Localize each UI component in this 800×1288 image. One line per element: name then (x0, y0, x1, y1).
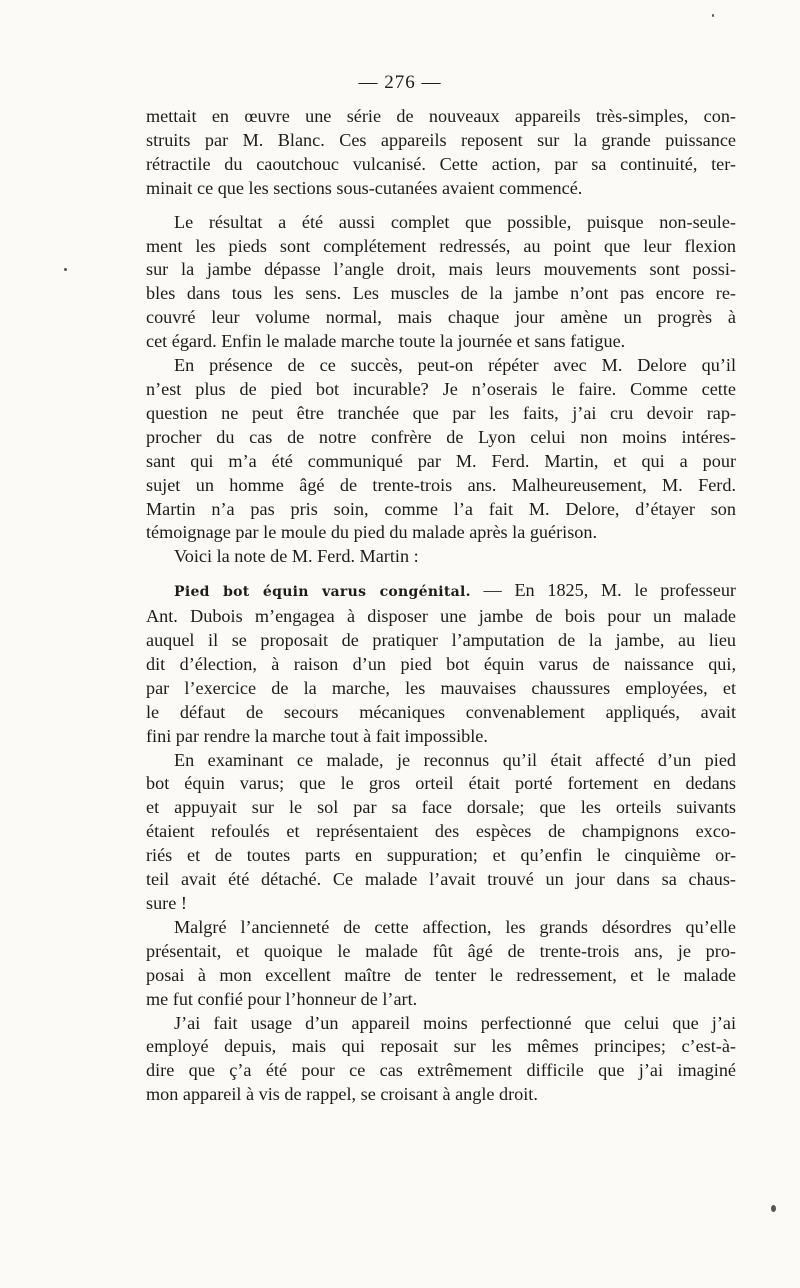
paragraph-5 (146, 579, 736, 748)
paper-speck (771, 1205, 776, 1212)
text-line: teil avait été détaché. Ce malade l’avait trouvé un jour dans sa chaus- (146, 869, 736, 890)
text-line: J’ai fait usage d’un appareil moins perfectionné que celui que j’ai (174, 1012, 736, 1033)
text-line: sant qui m’a été communiqué par M. Ferd. Martin, et qui a pour (146, 450, 736, 471)
text-line: En présence de ce succès, peut-on répéter avec M. Delore qu’il (174, 355, 736, 376)
text-line: minait ce que les sections sous-cutanées avaient commencé. (146, 177, 583, 198)
text-line: dit d’élection, à raison d’un pied bot équin varus de naissance qui, (146, 653, 736, 674)
text-line: sujet un homme âgé de trente-trois ans. Malheureusement, M. Ferd. (146, 474, 736, 495)
paragraph-2 (146, 211, 736, 354)
text-line: sur la jambe dépasse l’angle droit, mais leurs mouvements sont possi- (146, 259, 736, 280)
text-line: mettait en œuvre une série de nouveaux appareils très-simples, con- (146, 106, 736, 126)
text-line: En examinant ce malade, je reconnus qu’il était affecté d’un pied (174, 749, 736, 770)
text-line: bles dans tous les sens. Les muscles de la jambe n’ont pas encore re- (146, 283, 736, 304)
section-heading: Pied bot équin varus congénital. (174, 584, 471, 601)
text-line: procher du cas de notre confrère de Lyon celui non moins intéres- (146, 426, 736, 447)
text-line: Voici la note de M. Ferd. Martin : (174, 546, 419, 567)
text-line: fini par rendre la marche tout à fait impossible. (146, 725, 488, 746)
paper-speck (712, 14, 714, 17)
paragraph-4 (146, 545, 736, 569)
text-line: sure ! (146, 893, 187, 913)
text-line: et appuyait sur le sol par sa face dorsale; que les orteils suivants (146, 797, 736, 818)
text-line: étaient refoulés et représentaient des espèces de champignons exco- (146, 821, 736, 842)
page-number: — 276 — (358, 72, 442, 93)
text-line: témoignage par le moule du pied du malade après la guérison. (146, 522, 598, 543)
text-line (146, 579, 736, 605)
text-line: mon appareil à vis de rappel, se croisant à angle droit. (146, 1084, 538, 1105)
text-line: auquel il se proposait de pratiquer l’amputation de la jambe, au lieu (146, 630, 736, 651)
text-line: le défaut de secours mécaniques convenablement appliqués, avait (146, 701, 736, 722)
text-line: rétractile du caoutchouc vulcanisé. Cette action, par sa continuité, ter- (146, 153, 736, 174)
text-line: Martin n’a pas pris soin, comme l’a fait M. Delore, d’étayer son (146, 498, 736, 519)
body-text (146, 105, 736, 1107)
text-line: Le résultat a été aussi complet que possible, puisque non-seule- (174, 211, 736, 232)
text-line: question ne peut être tranchée que par les faits, j’ai cru devoir rap- (146, 402, 736, 423)
paper-speck (64, 268, 67, 271)
text-line: par l’exercice de la marche, les mauvaises chaussures employées, et (146, 677, 736, 698)
text-line: Malgré l’ancienneté de cette affection, les grands désordres qu’elle (174, 916, 736, 937)
text-line: employé depuis, mais qui reposait sur les mêmes principes; c’est-à- (146, 1036, 736, 1057)
text-line: ment les pieds sont complétement redressés, au point que leur flexion (146, 235, 736, 256)
text-line: posai à mon excellent maître de tenter le redressement, et le malade (146, 964, 736, 985)
text-line: présentait, et quoique le malade fût âgé de trente-trois ans, je pro- (146, 940, 736, 961)
text-line: cet égard. Enfin le malade marche toute la journée et sans fatigue. (146, 331, 626, 352)
text-run: — En 1825, M. le professeur (470, 580, 736, 601)
text-line: bot équin varus; que le gros orteil était porté fortement en dedans (146, 773, 736, 794)
paragraph-7 (146, 916, 736, 1012)
text-line: me fut confié pour l’honneur de l’art. (146, 988, 418, 1009)
text-line: n’est plus de pied bot incurable? Je n’oserais le faire. Comme cette (146, 378, 736, 399)
paragraph-6 (146, 749, 736, 916)
paragraph-3 (146, 354, 736, 545)
text-line: couvré leur volume normal, mais chaque jour amène un progrès à (146, 307, 736, 328)
paragraph-8 (146, 1012, 736, 1108)
text-line: dire que ç’a été pour ce cas extrêmement difficile que j’ai imaginé (146, 1060, 736, 1081)
text-line: struits par M. Blanc. Ces appareils reposent sur la grande puissance (146, 129, 736, 150)
paragraph-1 (146, 105, 736, 201)
text-line: riés et de toutes parts en suppuration; et qu’enfin le cinquième or- (146, 845, 736, 866)
text-line: Ant. Dubois m’engagea à disposer une jambe de bois pour un malade (146, 606, 736, 627)
